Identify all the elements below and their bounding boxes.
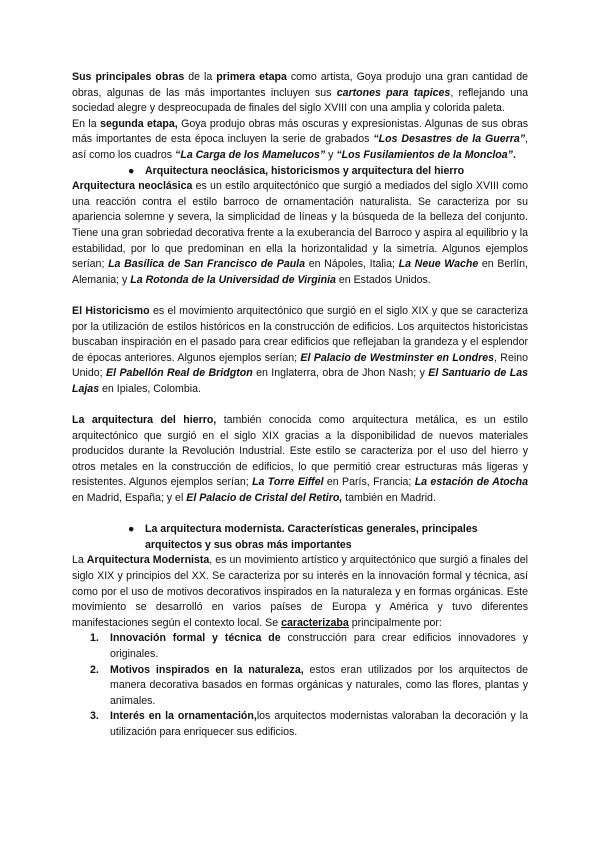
term-arquitectura-modernista: Arquitectura Modernista xyxy=(86,554,210,567)
paragraph-neoclasica xyxy=(72,179,528,288)
list-item xyxy=(72,631,528,662)
text-run: en Berlín, Alemania; y xyxy=(72,258,528,286)
text-run: de la xyxy=(184,71,217,83)
paragraph-goya-first-stage xyxy=(72,70,528,117)
text-run: como artista, Goya produjo una gran cantidad de obras, algunas de las más importantes incluyen sus xyxy=(72,71,528,99)
term-arquitectura-hierro: La arquitectura del hierro, xyxy=(72,414,217,427)
bullet-icon: ● xyxy=(128,164,135,177)
list-number: 3. xyxy=(90,710,99,723)
list-item-text: construcción para crear edificios innovadores y originales. xyxy=(110,632,528,660)
section-heading-neoclasica xyxy=(72,164,528,180)
paragraph-hierro xyxy=(72,413,528,507)
work-rotonda: La Rotonda de la Universidad de Virginia xyxy=(130,273,336,286)
term-caracterizaba: caracterizaba xyxy=(281,616,349,629)
text-run: y xyxy=(325,148,337,161)
term-principales-obras: Sus principales obras xyxy=(72,71,185,83)
list-item-text: los arquitectos modernistas valoraban la decoración y la utilización para enriquecer sus edificios. xyxy=(110,710,528,738)
work-carga-mamelucos: “La Carga de los Mamelucos” xyxy=(175,148,326,161)
text-run: en Inglaterra, obra de Jhon Nash; y xyxy=(252,367,429,380)
text-run: , es un movimiento artístico y arquitectónico que surgió a finales del siglo XIX y principios del XX. Se caracteriza por su interés en la innovación formal y técnica, así como por el uso de motivos decorativos inspirados en la naturaleza y en formas orgánicas. Este movimiento se desarrolló en varios países de Europa y América y tuvo diferentes manifestaciones según el contexto local. Se xyxy=(72,554,528,629)
list-number: 2. xyxy=(90,663,99,676)
text-run: Goya produjo obras más oscuras y expresionistas. Algunas de sus obras más importantes de esta época incluyen la serie de grabados xyxy=(72,117,529,146)
text-run: en Nápoles, Italia; xyxy=(305,258,399,271)
text-run: también conocida como arquitectura metálica, es un estilo arquitectónico que surgió en el siglo XIX gracias a la disponibilidad de nuevos materiales producidos durante la Revolución Industrial. Este estilo se caracteriza por el uso del hierro y otros metales en la construcción de edificios, lo que permitió crear estructuras más ligeras y resistentes. Algunos ejemplos serían; xyxy=(72,414,528,489)
list-item-title: Motivos inspirados en la naturaleza, xyxy=(110,663,304,676)
term-primera-etapa: primera etapa xyxy=(216,71,287,83)
term-segunda-etapa: segunda etapa, xyxy=(100,117,178,130)
text-run: en Estados Unidos. xyxy=(335,273,431,286)
term-historicismo: El Historicismo xyxy=(72,304,150,317)
list-item-title: Innovación formal y técnica de xyxy=(110,632,281,645)
text-run: La xyxy=(72,554,87,567)
text-run: principalmente por: xyxy=(348,616,442,629)
text-run: , así como los cuadros xyxy=(72,133,528,161)
bullet-icon: ● xyxy=(128,523,135,536)
list-item-text: estos eran utilizados por los arquitectos de manera decorativa basados en formas orgánicas y naturales, como las flores, plantas y animales. xyxy=(110,663,529,707)
list-item xyxy=(72,663,528,710)
text-run: es el movimiento arquitectónico que surgió en el siglo XIX y que se caracteriza por la utilización de estilos históricos en la construcción de edificios. Los arquitectos historicistas buscaban inspiración en el pasado para crear edificios que reflejaban la grandeza y el esplendor de épocas anteriores. Algunos ejemplos serían; xyxy=(72,304,529,364)
work-pabellon-real: El Pabellón Real de Bridgton xyxy=(106,367,253,380)
text-run: , reflejando una sociedad alegre y despreocupada de finales del siglo XVIII con una amplia y colorida paleta. xyxy=(72,86,529,115)
text-run: en Madrid, España; y el xyxy=(72,492,187,505)
paragraph-modernista xyxy=(72,553,528,631)
list-item xyxy=(72,709,528,740)
text-run: , Reino Unido; xyxy=(72,351,528,380)
work-fusilamientos: “Los Fusilamientos de la Moncloa” xyxy=(336,148,513,161)
text-run: en Ipiales, Colombia. xyxy=(99,382,201,395)
work-desastres-guerra: “Los Desastres de la Guerra” xyxy=(373,133,526,146)
work-torre-eiffel: La Torre Eiffel xyxy=(252,476,324,489)
section-heading-text: La arquitectura modernista. Características generales, principales arquitectos y sus obras más importantes xyxy=(145,523,478,551)
work-westminster: El Palacio de Westminster en Londres xyxy=(300,351,495,364)
paragraph-historicismo xyxy=(72,304,528,398)
work-santuario-lajas: El Santuario de Las Lajas xyxy=(72,367,528,395)
work-cartones-tapices: cartones para tapices xyxy=(336,86,451,99)
list-number: 1. xyxy=(90,632,99,645)
work-basilica: La Basílica de San Francisco de Paula xyxy=(108,258,306,271)
text-run: es un estilo arquitectónico que surgió a mediados del siglo XVIII como una reacción contra el estilo barroco de ornamentación naturalista. Se caracteriza por su apariencia solemne y severa, la simplicidad de líneas y la búsqueda de la belleza del conjunto. Tiene una gran sobriedad decorativa frente a la exuberancia del Barroco y aspira al equilibrio y la estabilidad, por lo que predominan en ella la horizontalidad y la simetría. Algunos ejemplos serían; xyxy=(72,180,528,271)
work-neue-wache: La Neue Wache xyxy=(398,258,479,271)
paragraph-goya-second-stage xyxy=(72,117,528,164)
text-run: también en Madrid. xyxy=(342,492,436,505)
work-palacio-cristal: El Palacio de Cristal del Retiro, xyxy=(186,492,343,505)
text-run: . xyxy=(512,148,516,161)
term-arquitectura-neoclasica: Arquitectura neoclásica xyxy=(72,180,193,193)
section-heading-text: Arquitectura neoclásica, historicismos y arquitectura del hierro xyxy=(145,164,465,177)
work-atocha: La estación de Atocha xyxy=(414,476,528,489)
document-body xyxy=(72,70,528,741)
section-heading-modernista xyxy=(72,522,528,553)
list-item-title: Interés en la ornamentación, xyxy=(110,710,257,723)
text-run: En la xyxy=(72,117,101,130)
text-run: en París, Francia; xyxy=(323,476,415,489)
features-list xyxy=(72,631,528,740)
